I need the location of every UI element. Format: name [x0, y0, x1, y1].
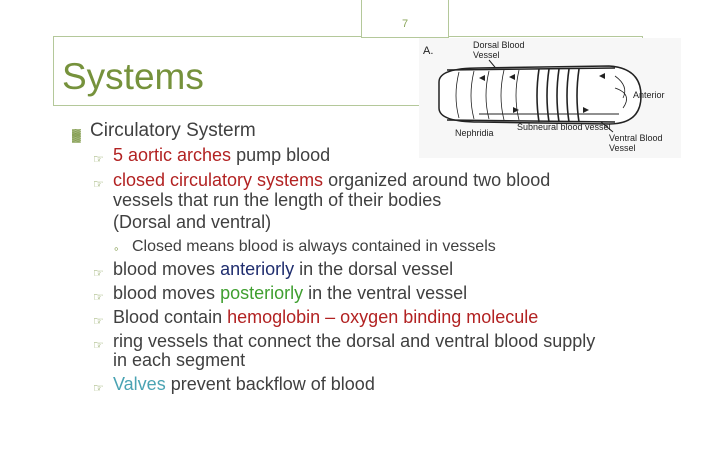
- heading-circulatory: [72, 120, 256, 142]
- pointing-hand-icon: ☞: [93, 381, 104, 395]
- pointing-hand-icon: ☞: [93, 152, 104, 166]
- closed-system-line3: (Dorsal and ventral): [113, 212, 272, 232]
- valves-highlight: Valves: [113, 374, 166, 394]
- ring-vessels-line2: in each segment: [113, 350, 246, 370]
- signal-bars-icon: ▓: [72, 128, 81, 142]
- posteriorly-highlight: posteriorly: [220, 283, 304, 303]
- aortic-arches-highlight: 5 aortic arches: [113, 145, 232, 165]
- bullet-closed-system: [93, 170, 551, 191]
- pointing-hand-icon: ☞: [93, 290, 104, 304]
- sub-bullet-text: Closed means blood is always contained in vessels: [132, 238, 496, 255]
- anteriorly-pre: blood moves: [113, 259, 221, 279]
- pointing-hand-icon: ☞: [93, 314, 104, 328]
- closed-system-highlight: closed circulatory systems: [113, 170, 324, 190]
- bullet-anteriorly: [93, 259, 454, 280]
- aortic-arches-rest: pump blood: [231, 145, 331, 165]
- posteriorly-post: in the ventral vessel: [303, 283, 468, 303]
- label-ventral-line2: Vessel: [609, 143, 636, 153]
- anteriorly-highlight: anteriorly: [220, 259, 295, 279]
- label-nephridia: Nephridia: [455, 128, 494, 138]
- bullet-hemoglobin: [93, 307, 539, 328]
- bullet-aortic-arches: [93, 145, 331, 166]
- bullet-posteriorly: [93, 283, 468, 304]
- earthworm-circulation-figure: [419, 38, 681, 158]
- ring-vessels-line1: ring vessels that connect the dorsal and ventral blood supply: [113, 331, 596, 351]
- valves-rest: prevent backflow of blood: [165, 374, 375, 394]
- pointing-hand-icon: ☞: [93, 338, 104, 352]
- sub-bullet-closed-means: [114, 236, 496, 257]
- hemoglobin-highlight: hemoglobin – oxygen binding molecule: [227, 307, 539, 327]
- circle-bullet-icon: ◦: [114, 241, 119, 256]
- posteriorly-pre: blood moves: [113, 283, 221, 303]
- hemoglobin-pre: Blood contain: [113, 307, 228, 327]
- bullet-valves: [93, 374, 375, 395]
- earthworm-diagram: [419, 38, 681, 158]
- label-dorsal-line2: Vessel: [473, 50, 500, 60]
- pointing-hand-icon: ☞: [93, 266, 104, 280]
- anteriorly-post: in the dorsal vessel: [294, 259, 454, 279]
- label-dorsal-line1: Dorsal Blood: [473, 40, 525, 50]
- label-anterior: Anterior: [633, 90, 665, 100]
- page-number-box: [361, 0, 449, 38]
- worm-body-outline: [439, 66, 641, 124]
- pointing-hand-icon: ☞: [93, 177, 104, 191]
- bullet-ring-vessels: [93, 331, 596, 352]
- figure-panel-letter: A.: [423, 45, 434, 57]
- closed-system-rest: organized around two blood: [323, 170, 551, 190]
- label-ventral-line1: Ventral Blood: [609, 133, 663, 143]
- slide-title: Systems: [62, 56, 204, 97]
- page-number: 7: [401, 18, 409, 30]
- heading-text: Circulatory Systerm: [90, 120, 256, 141]
- closed-system-line2: vessels that run the length of their bodies: [113, 190, 442, 210]
- label-subneural: Subneural blood vessel: [517, 122, 611, 132]
